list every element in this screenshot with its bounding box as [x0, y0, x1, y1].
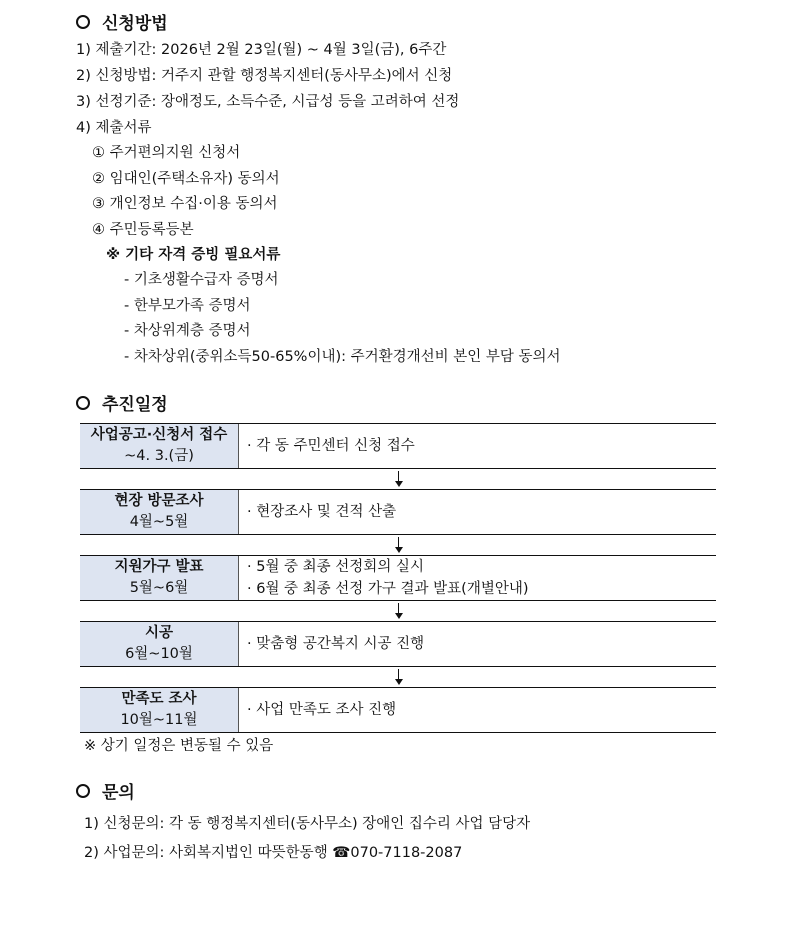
down-arrow-icon [398, 669, 399, 683]
schedule-note: ※ 상기 일정은 변동될 수 있음 [84, 738, 274, 754]
apply-heading [76, 9, 168, 34]
extra-doc-item: - 기초생활수급자 증명서 [124, 272, 279, 288]
step-title: 사업공고·신청서 접수 [90, 427, 228, 443]
step-title: 지원가구 발표 [114, 559, 204, 575]
down-arrow-icon [398, 537, 399, 551]
doc-item: ④ 주민등록등본 [92, 222, 194, 238]
step-period: ~4. 3.(금) [124, 448, 194, 464]
step-detail: · 현장조사 및 견적 산출 [247, 504, 397, 520]
contact-item: 2) 사업문의: 사회복지법인 따뜻한동행 ☎070-7118-2087 [84, 845, 463, 861]
step-detail: · 사업 만족도 조사 진행 [247, 702, 397, 718]
down-arrow-icon [398, 603, 399, 617]
contact-heading-text: 문의 [102, 783, 135, 803]
step-period: 10월~11월 [120, 712, 198, 728]
contact-item: 1) 신청문의: 각 동 행정복지센터(동사무소) 장애인 집수리 사업 담당자 [84, 816, 531, 832]
doc-item: ③ 개인정보 수집·이용 동의서 [92, 196, 278, 212]
schedule-row [80, 423, 716, 469]
apply-item: 4) 제출서류 [76, 120, 152, 136]
schedule-heading [76, 390, 168, 415]
extra-docs-heading: ※ 기타 자격 증빙 필요서류 [106, 247, 281, 263]
step-detail: · 6월 중 최종 선정 가구 결과 발표(개별안내) [247, 581, 529, 597]
circle-bullet-icon [76, 15, 90, 29]
step-period: 6월~10월 [125, 646, 193, 662]
schedule-table [80, 423, 716, 733]
schedule-row [80, 687, 716, 733]
step-detail: · 5월 중 최종 선정회의 실시 [247, 559, 424, 575]
down-arrow-icon [398, 471, 399, 485]
extra-doc-item: - 차차상위(중위소득50-65%이내): 주거환경개선비 본인 부담 동의서 [124, 349, 561, 365]
doc-item: ② 임대인(주택소유자) 동의서 [92, 171, 280, 187]
step-detail: · 맞춤형 공간복지 시공 진행 [247, 636, 425, 652]
contact-heading [76, 778, 135, 803]
step-title: 현장 방문조사 [114, 493, 204, 509]
doc-item: ① 주거편의지원 신청서 [92, 145, 241, 161]
circle-bullet-icon [76, 396, 90, 410]
schedule-heading-text: 추진일정 [102, 395, 168, 415]
apply-item: 2) 신청방법: 거주지 관할 행정복지센터(동사무소)에서 신청 [76, 68, 453, 84]
step-title: 시공 [144, 625, 173, 641]
apply-item: 3) 선정기준: 장애정도, 소득수준, 시급성 등을 고려하여 선정 [76, 94, 460, 110]
extra-doc-item: - 한부모가족 증명서 [124, 298, 251, 314]
circle-bullet-icon [76, 784, 90, 798]
schedule-row [80, 489, 716, 535]
step-detail: · 각 동 주민센터 신청 접수 [247, 438, 415, 454]
step-period: 4월~5월 [129, 514, 189, 530]
step-period: 5월~6월 [129, 580, 189, 596]
apply-heading-text: 신청방법 [102, 14, 168, 34]
step-title: 만족도 조사 [121, 691, 197, 707]
schedule-row [80, 621, 716, 667]
apply-item: 1) 제출기간: 2026년 2월 23일(월) ~ 4월 3일(금), 6주간 [76, 42, 447, 58]
extra-doc-item: - 차상위계층 증명서 [124, 323, 251, 339]
schedule-row [80, 555, 716, 601]
